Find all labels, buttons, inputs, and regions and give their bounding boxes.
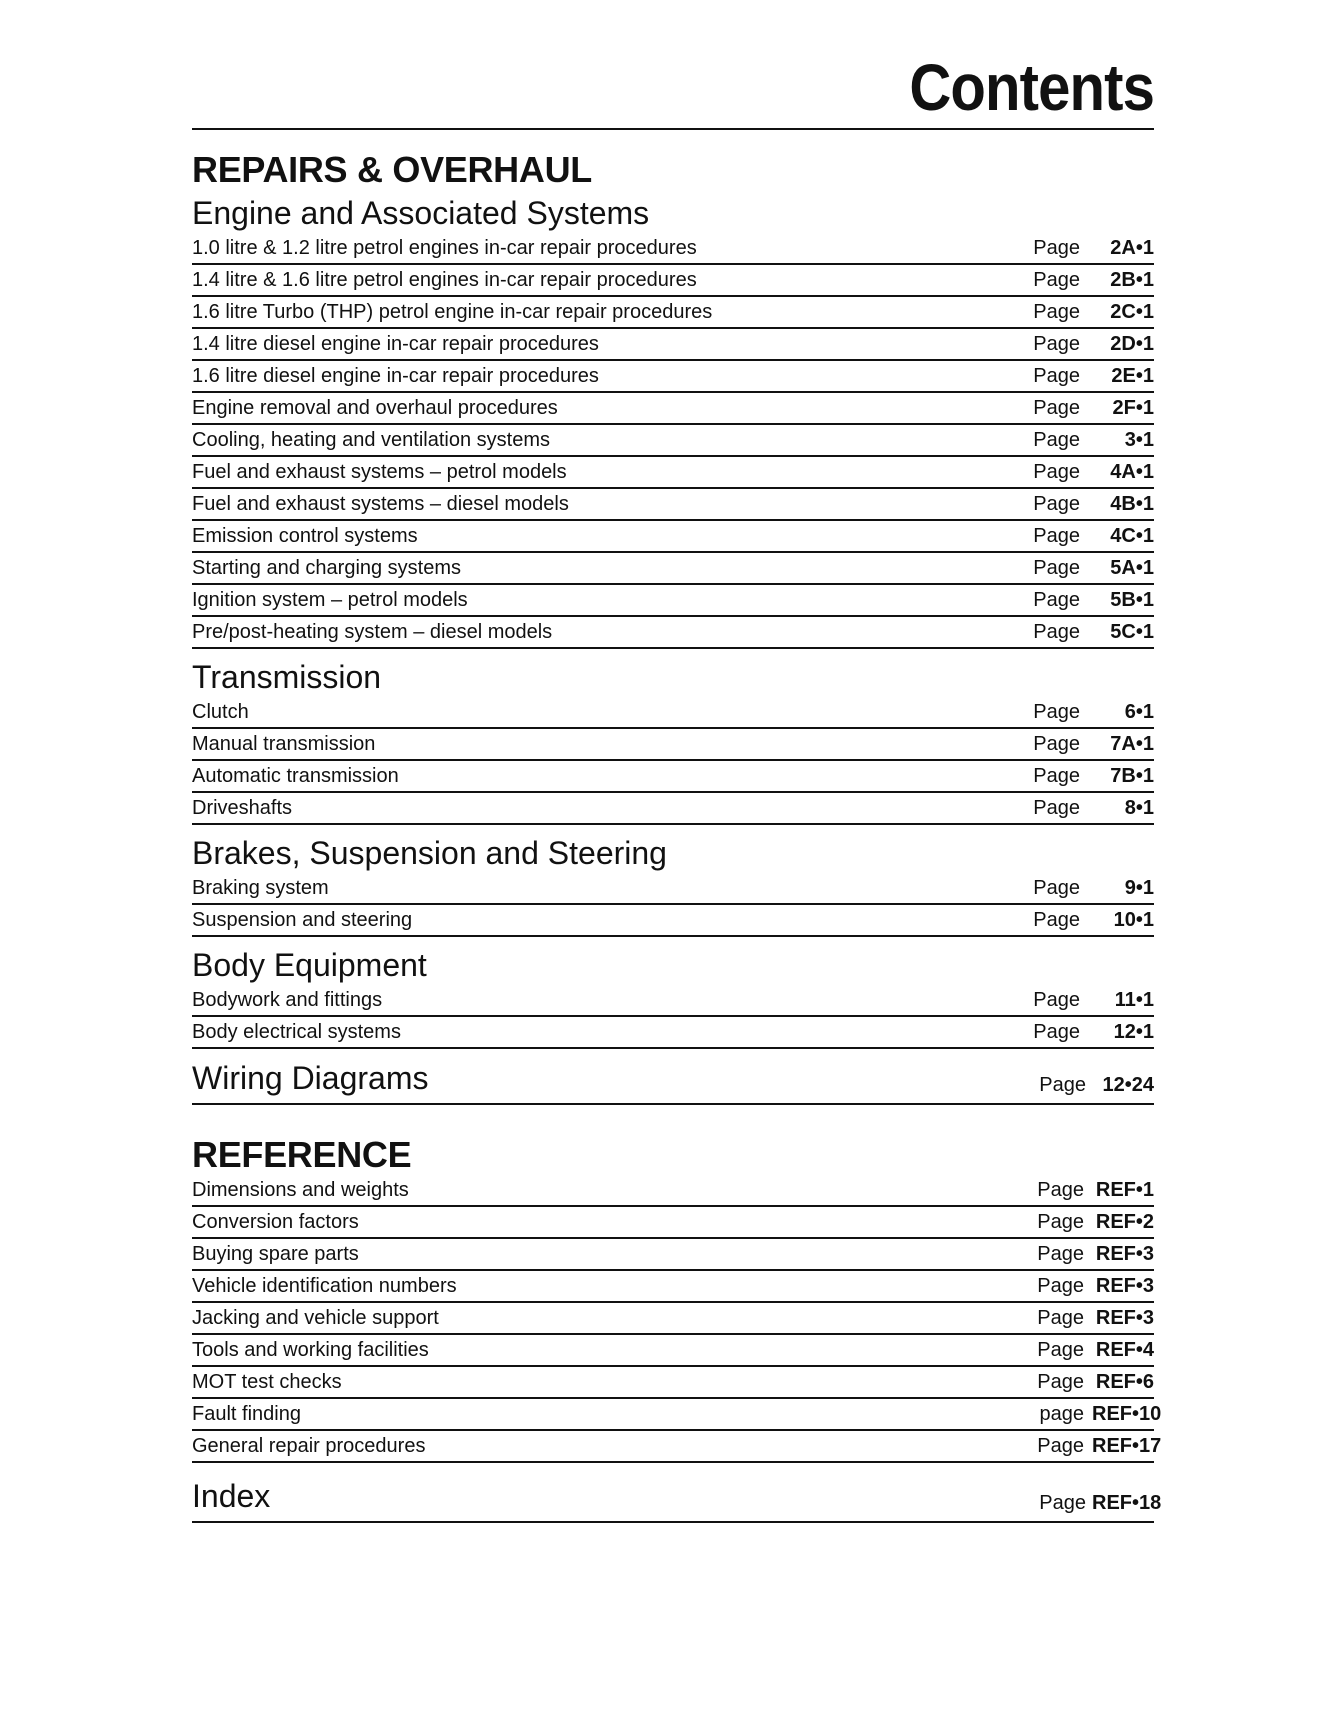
entry-page	[1033, 297, 1154, 327]
group-title-transmission: Transmission	[192, 659, 382, 695]
group-body-list	[192, 985, 1154, 1049]
page-number: 4C•1	[1110, 525, 1154, 547]
toc-entry[interactable]	[192, 265, 1154, 297]
entry-page	[1037, 1303, 1154, 1333]
entry-label: Fault finding	[192, 1403, 301, 1425]
toc-entry[interactable]	[192, 457, 1154, 489]
toc-entry[interactable]	[192, 361, 1154, 393]
toc-entry[interactable]	[192, 873, 1154, 905]
page-number: 5C•1	[1110, 621, 1154, 643]
page-number: REF•10	[1092, 1403, 1162, 1425]
entry-label: Tools and working facilities	[192, 1339, 429, 1361]
repairs-section	[192, 193, 1154, 1105]
entry-label: Ignition system – petrol models	[192, 589, 468, 611]
toc-entry[interactable]	[192, 553, 1154, 585]
page-word: Page	[1033, 333, 1080, 355]
page-word: Page	[1033, 365, 1080, 387]
page-number: 4B•1	[1110, 493, 1154, 515]
page-word: Page	[1033, 989, 1080, 1011]
toc-entry[interactable]	[192, 761, 1154, 793]
title-divider	[192, 128, 1154, 130]
entry-label: 1.4 litre diesel engine in-car repair procedures	[192, 333, 599, 355]
repairs-heading: REPAIRS & OVERHAUL	[192, 149, 592, 190]
toc-entry[interactable]	[192, 1431, 1162, 1463]
page-word: Page	[1039, 1074, 1086, 1096]
toc-entry[interactable]	[192, 329, 1154, 361]
entry-label: Body electrical systems	[192, 1021, 401, 1043]
toc-entry[interactable]	[192, 1175, 1154, 1207]
page-word: Page	[1033, 493, 1080, 515]
entry-page	[1033, 425, 1154, 455]
toc-entry-index[interactable]	[192, 1477, 1162, 1523]
entry-page	[1033, 697, 1154, 727]
entry-page	[1037, 1271, 1154, 1301]
group-title-brakes: Brakes, Suspension and Steering	[192, 835, 667, 871]
entry-label: 1.4 litre & 1.6 litre petrol engines in-car repair procedures	[192, 269, 697, 291]
group-title-engine: Engine and Associated Systems	[192, 195, 650, 231]
entry-page	[1033, 265, 1154, 295]
entry-page	[1033, 233, 1154, 263]
page-word: Page	[1037, 1179, 1084, 1201]
page-number: 2F•1	[1112, 397, 1154, 419]
page-word: Page	[1033, 301, 1080, 323]
page-number: REF•6	[1095, 1371, 1154, 1393]
toc-entry[interactable]	[192, 1335, 1154, 1367]
page-word: Page	[1033, 461, 1080, 483]
entry-label: Clutch	[192, 701, 249, 723]
page-number: REF•1	[1095, 1179, 1154, 1201]
entry-page	[1037, 1239, 1154, 1269]
page-word: Page	[1037, 1307, 1084, 1329]
page-word: Page	[1033, 909, 1080, 931]
page-word: Page	[1037, 1243, 1084, 1265]
toc-entry[interactable]	[192, 1017, 1154, 1049]
entry-page	[1033, 521, 1154, 551]
entry-label: Conversion factors	[192, 1211, 359, 1233]
page-word: Page	[1033, 765, 1080, 787]
page-word: Page	[1037, 1371, 1084, 1393]
entry-page	[1033, 585, 1154, 615]
entry-page	[1033, 617, 1154, 647]
index-title: Index	[192, 1478, 271, 1514]
page-word: Page	[1033, 1021, 1080, 1043]
entry-page	[1039, 1073, 1154, 1097]
entry-page	[1037, 1335, 1154, 1365]
page-word: Page	[1033, 877, 1080, 899]
page-word: Page	[1033, 733, 1080, 755]
toc-entry[interactable]	[192, 985, 1154, 1017]
page-number: 9•1	[1124, 877, 1154, 899]
group-title-body: Body Equipment	[192, 947, 427, 983]
entry-label: 1.0 litre & 1.2 litre petrol engines in-car repair procedures	[192, 237, 697, 259]
entry-page	[1033, 329, 1154, 359]
page-number: 12•24	[1102, 1074, 1154, 1096]
entry-page	[1033, 393, 1154, 423]
page-number: REF•17	[1092, 1435, 1162, 1457]
toc-entry[interactable]	[192, 793, 1154, 825]
page-number: 2A•1	[1110, 237, 1154, 259]
page-number: 6•1	[1124, 701, 1154, 723]
page-word: Page	[1037, 1211, 1084, 1233]
entry-page	[1037, 1367, 1154, 1397]
page-word: Page	[1033, 429, 1080, 451]
toc-entry-wiring-diagrams[interactable]	[192, 1059, 1154, 1105]
toc-entry[interactable]	[192, 425, 1154, 457]
toc-entry[interactable]	[192, 1303, 1154, 1335]
entry-label: Jacking and vehicle support	[192, 1307, 439, 1329]
page-number: REF•18	[1092, 1492, 1162, 1514]
entry-page	[1037, 1431, 1162, 1461]
page-title: Contents	[909, 50, 1154, 124]
entry-page	[1033, 1017, 1154, 1047]
entry-page	[1037, 1207, 1154, 1237]
entry-label: General repair procedures	[192, 1435, 426, 1457]
toc-entry[interactable]	[192, 233, 1154, 265]
entry-label: 1.6 litre Turbo (THP) petrol engine in-car repair procedures	[192, 301, 713, 323]
reference-heading: REFERENCE	[192, 1134, 412, 1175]
group-brakes-list	[192, 873, 1154, 937]
toc-entry[interactable]	[192, 1367, 1154, 1399]
entry-label: Driveshafts	[192, 797, 293, 819]
entry-page	[1039, 1491, 1162, 1515]
page-number: REF•3	[1095, 1307, 1154, 1329]
page-word: Page	[1037, 1435, 1084, 1457]
wiring-title: Wiring Diagrams	[192, 1060, 429, 1096]
page-number: 3•1	[1124, 429, 1154, 451]
page-number: 2E•1	[1111, 365, 1154, 387]
entry-page	[1033, 361, 1154, 391]
entry-label: Buying spare parts	[192, 1243, 359, 1265]
page-word: Page	[1033, 701, 1080, 723]
toc-entry[interactable]	[192, 521, 1154, 553]
page-word: Page	[1033, 797, 1080, 819]
page-number: REF•4	[1095, 1339, 1154, 1361]
entry-label: Engine removal and overhaul procedures	[192, 397, 558, 419]
entry-label: Fuel and exhaust systems – diesel models	[192, 493, 569, 515]
page-number: 2D•1	[1110, 333, 1154, 355]
entry-page	[1033, 489, 1154, 519]
page-number: 10•1	[1113, 909, 1154, 931]
entry-label: Emission control systems	[192, 525, 418, 547]
page-number: 12•1	[1113, 1021, 1154, 1043]
entry-page	[1039, 1399, 1162, 1429]
page-number: 5A•1	[1110, 557, 1154, 579]
page-word: Page	[1033, 269, 1080, 291]
entry-label: Automatic transmission	[192, 765, 399, 787]
page-number: 5B•1	[1110, 589, 1154, 611]
entry-page	[1037, 1175, 1154, 1205]
page-number: 11•1	[1114, 989, 1154, 1011]
toc-entry[interactable]	[192, 1239, 1154, 1271]
entry-label: Cooling, heating and ventilation systems	[192, 429, 550, 451]
reference-section	[192, 1175, 1162, 1523]
toc-entry[interactable]	[192, 905, 1154, 937]
toc-entry[interactable]	[192, 697, 1154, 729]
entry-label: Braking system	[192, 877, 329, 899]
page-number: 8•1	[1124, 797, 1154, 819]
toc-entry[interactable]	[192, 729, 1154, 761]
group-engine-list	[192, 233, 1154, 649]
toc-entry[interactable]	[192, 393, 1154, 425]
entry-label: Starting and charging systems	[192, 557, 462, 579]
page-number: REF•3	[1095, 1275, 1154, 1297]
page-word: Page	[1033, 237, 1080, 259]
page-word: Page	[1033, 621, 1080, 643]
toc-entry[interactable]	[192, 489, 1154, 521]
page-number: 7B•1	[1110, 765, 1154, 787]
page-word: Page	[1033, 589, 1080, 611]
toc-entry[interactable]	[192, 585, 1154, 617]
group-transmission-list	[192, 697, 1154, 825]
page-number: 2B•1	[1110, 269, 1154, 291]
entry-label: Vehicle identification numbers	[192, 1275, 457, 1297]
toc-entry[interactable]	[192, 617, 1154, 649]
page-number: REF•2	[1095, 1211, 1154, 1233]
page-word: page	[1039, 1403, 1084, 1425]
page-word: Page	[1039, 1492, 1086, 1514]
entry-label: Suspension and steering	[192, 909, 413, 931]
toc-entry[interactable]	[192, 1399, 1162, 1431]
entry-page	[1033, 553, 1154, 583]
page-word: Page	[1033, 557, 1080, 579]
contents-column	[192, 0, 1162, 1523]
page-word: Page	[1037, 1275, 1084, 1297]
page-word: Page	[1033, 397, 1080, 419]
page-number: 7A•1	[1110, 733, 1154, 755]
entry-label: MOT test checks	[192, 1371, 342, 1393]
entry-label: Pre/post-heating system – diesel models	[192, 621, 553, 643]
entry-label: Fuel and exhaust systems – petrol models	[192, 461, 567, 483]
entry-page	[1033, 457, 1154, 487]
entry-page	[1033, 905, 1154, 935]
page-number: 4A•1	[1110, 461, 1154, 483]
entry-label: Manual transmission	[192, 733, 376, 755]
entry-page	[1033, 729, 1154, 759]
entry-label: Dimensions and weights	[192, 1179, 409, 1201]
entry-label: 1.6 litre diesel engine in-car repair procedures	[192, 365, 599, 387]
entry-page	[1033, 873, 1154, 903]
page-number: 2C•1	[1110, 301, 1154, 323]
page-number: REF•3	[1095, 1243, 1154, 1265]
toc-entry[interactable]	[192, 1207, 1154, 1239]
entry-page	[1033, 793, 1154, 823]
toc-entry[interactable]	[192, 1271, 1154, 1303]
entry-page	[1033, 985, 1154, 1015]
entry-page	[1033, 761, 1154, 791]
toc-entry[interactable]	[192, 297, 1154, 329]
entry-label: Bodywork and fittings	[192, 989, 383, 1011]
page-word: Page	[1037, 1339, 1084, 1361]
page-word: Page	[1033, 525, 1080, 547]
